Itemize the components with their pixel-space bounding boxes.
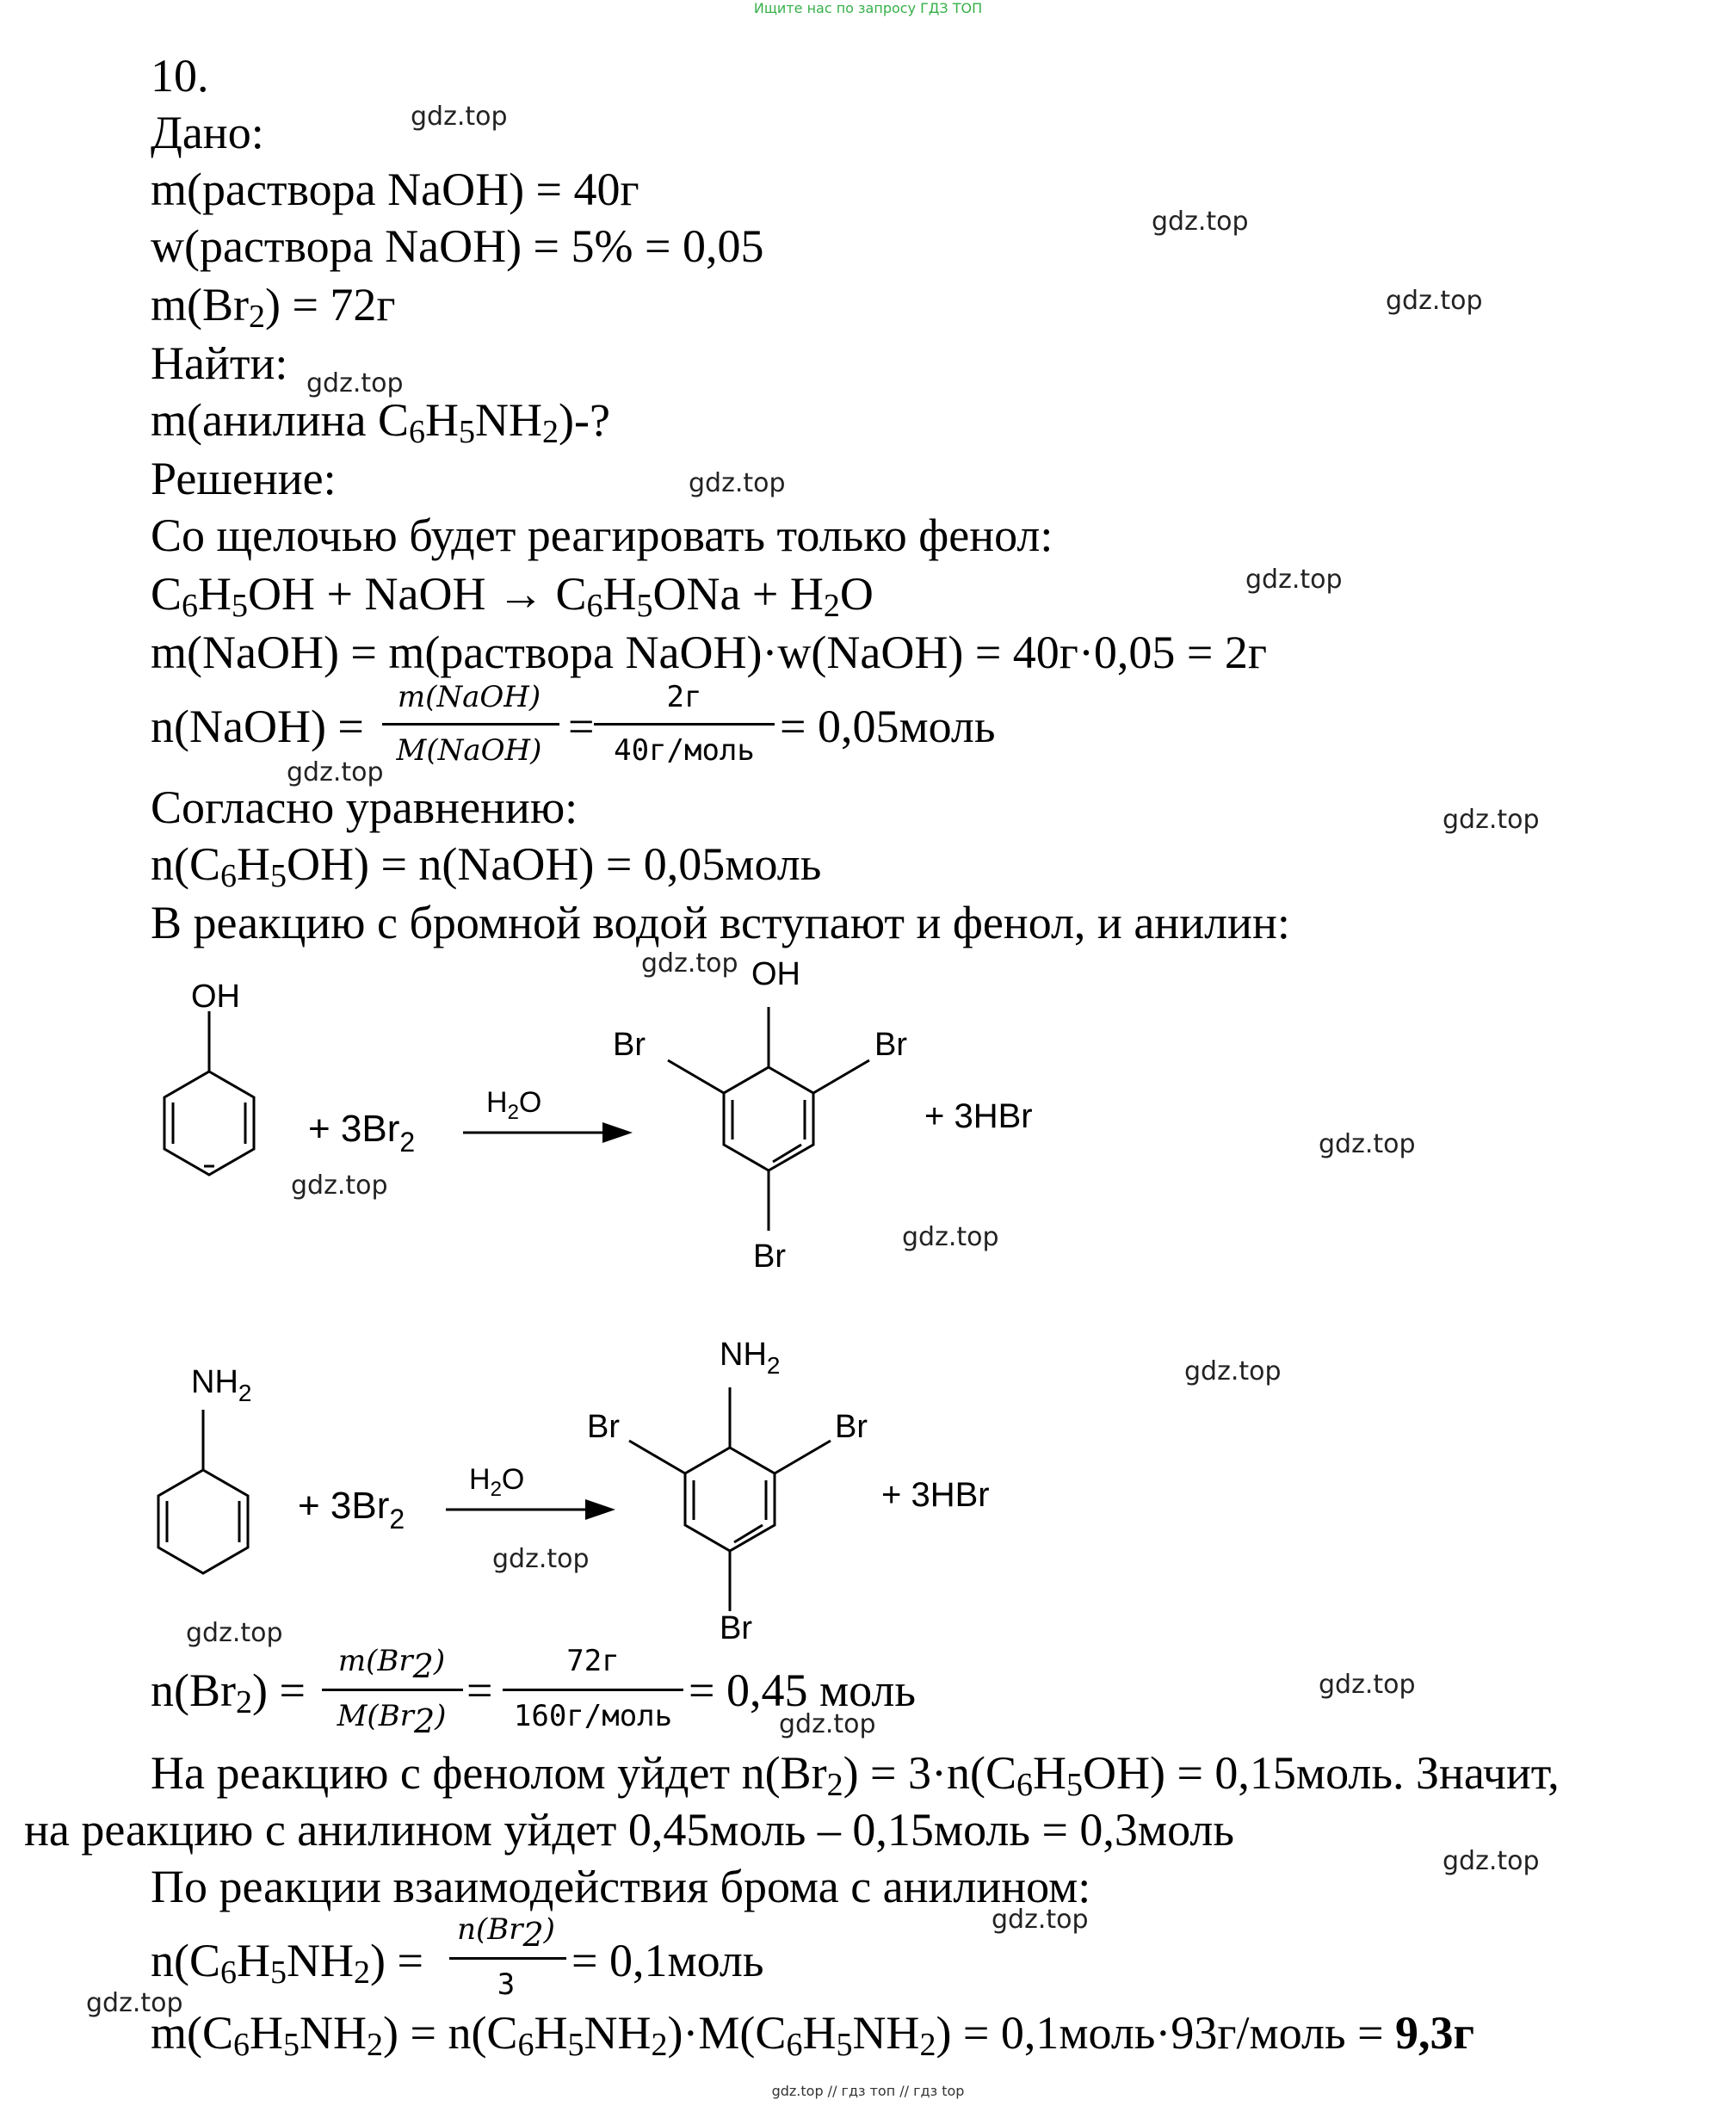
watermark: gdz.top [1386, 286, 1483, 316]
watermark: gdz.top [992, 1905, 1089, 1935]
aniline-nh2-label: $NH_2$ [191, 1364, 252, 1406]
phenol-oh-label: OH [191, 979, 240, 1015]
fraction-bar [503, 1689, 683, 1691]
arrow-head [602, 1122, 633, 1143]
given-mass-solution: m(раствора NaOH) = 40г [151, 164, 639, 215]
final-answer: 9,3г [1395, 2007, 1475, 2059]
br-right-label: Br [835, 1409, 868, 1445]
n-naoh-lhs: n(NaOH) = [151, 701, 364, 752]
product-oh-label: OH [751, 956, 800, 992]
byproduct-label: + 3HBr [924, 1097, 1033, 1135]
br-bottom-label: Br [720, 1610, 752, 1646]
find-label: Найти: [151, 337, 288, 389]
watermark: gdz.top [902, 1222, 999, 1252]
watermark: gdz.top [411, 102, 508, 132]
find-aniline-mass: m(анилина $C_6H_5NH_2)-$? [151, 394, 610, 450]
watermark: gdz.top [1319, 1129, 1416, 1159]
fraction-bar [382, 723, 559, 726]
n-naoh-num1: m(NaOH) [397, 680, 541, 714]
br-right-label: Br [874, 1027, 907, 1063]
n-br2-den2: 160г/моль [513, 1699, 673, 1733]
n-aniline-num: n(Br2) [457, 1912, 555, 1954]
br-left-label: Br [587, 1409, 620, 1445]
given-bromine-mass: $m(Br_2) = 72г$ [151, 279, 396, 335]
phenol-bromination-scheme [0, 947, 1736, 1291]
n-naoh-rhs: = 0,05моль [780, 701, 996, 752]
watermark: gdz.top [1184, 1356, 1282, 1387]
watermark: gdz.top [306, 368, 404, 398]
watermark: gdz.top [186, 1618, 283, 1648]
watermark: gdz.top [287, 757, 384, 787]
product-nh2-label: $NH_2$ [720, 1337, 781, 1379]
equals-sign: = [466, 1664, 493, 1716]
given-mass-fraction: w(раствора NaOH) = 5% = 0,05 [151, 220, 764, 272]
text-bromine-water: В реакцию с бромной водой вступают и фенол, и анилин: [151, 897, 1290, 948]
n-br2-num2: 72г [566, 1644, 620, 1678]
text-alkali: Со щелочью будет реагировать только фенол: [151, 510, 1053, 561]
equation-phenol-naoh: $C_6H_5OH$ + NaOH → $C_6H_5ONa + H_2O$ [151, 568, 874, 624]
solution-label: Решение: [151, 453, 337, 504]
text-aniline-bromine-use: на реакцию с анилином уйдет 0,45моль – 0,15моль = 0,3моль [24, 1804, 1234, 1856]
equals-sign: = [568, 701, 595, 752]
given-label: Дано: [151, 107, 264, 158]
reagent-label: + $3Br_2$ [308, 1108, 416, 1158]
watermark: gdz.top [1443, 1846, 1540, 1876]
n-br2-lhs: $n(Br_2)$ = [151, 1664, 306, 1720]
n-aniline-rhs: = 0,1моль [571, 1935, 764, 1986]
text-by-reaction: По реакции взаимодействия брома с анилином: [151, 1861, 1091, 1912]
condition-label: $H_2O$ [486, 1086, 542, 1124]
byproduct-label: + 3HBr [881, 1476, 990, 1514]
aniline-bromination-scheme [0, 1325, 1736, 1652]
watermark: gdz.top [1443, 805, 1540, 835]
watermark: gdz.top [492, 1544, 590, 1574]
watermark: gdz.top [1319, 1670, 1416, 1700]
watermark: gdz.top [1152, 207, 1249, 237]
watermark: gdz.top [86, 1988, 183, 2018]
n-aniline-den: 3 [497, 1967, 516, 2002]
top-banner: Ищите нас по запросу ГДЗ ТОП [753, 0, 983, 16]
problem-number: 10. [151, 50, 209, 102]
arrow-head [585, 1499, 615, 1520]
n-br2-den1: M(Br2) [337, 1699, 447, 1740]
fraction-bar [594, 723, 775, 726]
n-br2-num1: m(Br2) [337, 1644, 446, 1685]
n-br2-rhs: = 0,45 моль [689, 1664, 916, 1716]
br-left-label: Br [613, 1027, 646, 1063]
watermark: gdz.top [1245, 565, 1343, 595]
n-naoh-den2: 40г/моль [614, 733, 755, 768]
reagent-label: + $3Br_2$ [298, 1485, 405, 1535]
bottom-banner: gdz.top // гдз топ // гдз top [771, 2083, 965, 2099]
m-aniline-equation: $m(C_6H_5NH_2) = n(C_6H_5NH_2)\cdot M(C_6H_5NH_2)$ = 0,1моль·93г/моль = 9,3г [151, 2007, 1475, 2063]
n-naoh-num2: 2г [666, 680, 702, 714]
text-phenol-bromine-use: На реакцию с фенолом уйдет $n(Br_2) = 3\cdot n(C_6H_5OH)$ = 0,15моль. Значит, [151, 1747, 1560, 1803]
watermark: gdz.top [641, 948, 738, 979]
fraction-bar [322, 1689, 463, 1691]
n-aniline-lhs: $n(C_6H_5NH_2)$ = [151, 1935, 423, 1991]
equation-naoh-mass: m(NaOH) = m(раствора NaOH)·w(NaOH) = 40г·0,05 = 2г [151, 627, 1268, 678]
fraction-bar [449, 1957, 566, 1960]
equation-phenol-moles: $n(C_6H_5OH)$ = n(NaOH) = 0,05моль [151, 838, 822, 894]
br-bottom-label: Br [753, 1238, 786, 1275]
watermark: gdz.top [291, 1170, 388, 1201]
watermark: gdz.top [779, 1709, 876, 1739]
condition-label: $H_2O$ [469, 1463, 525, 1501]
text-according: Согласно уравнению: [151, 781, 578, 833]
n-naoh-den1: M(NaOH) [396, 733, 542, 768]
watermark: gdz.top [689, 468, 786, 498]
